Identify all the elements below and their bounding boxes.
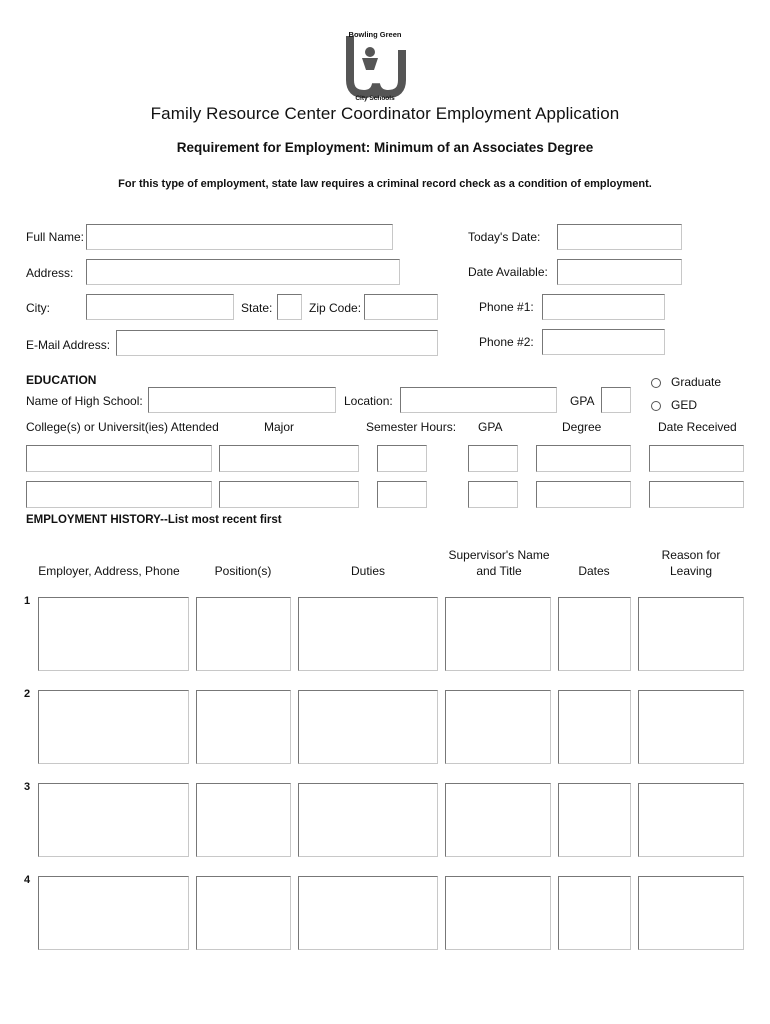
- reason-column-header: Reason for: [661, 548, 721, 562]
- high-school-label: Name of High School:: [26, 394, 143, 408]
- duties-column-header: Duties: [350, 564, 385, 578]
- requirement-heading: Requirement for Employment: Minimum of an Associates Degree: [176, 140, 594, 155]
- location-field[interactable]: [400, 387, 557, 413]
- reason-for-leaving-field[interactable]: [638, 597, 744, 671]
- position-field[interactable]: [196, 690, 291, 764]
- date-received-field[interactable]: [649, 445, 744, 472]
- date-received-column-header: Date Received: [658, 420, 737, 434]
- city-field[interactable]: [86, 294, 234, 320]
- phone2-field[interactable]: [542, 329, 665, 355]
- degree-field[interactable]: [536, 445, 631, 472]
- phone2-label: Phone #2:: [479, 335, 534, 349]
- logo-top-text: Bowling Green: [348, 30, 402, 39]
- supervisor-field[interactable]: [445, 876, 551, 950]
- major-field[interactable]: [219, 481, 359, 508]
- position-field[interactable]: [196, 597, 291, 671]
- employment-row-number: 4: [24, 874, 31, 886]
- major-field[interactable]: [219, 445, 359, 472]
- city-label: City:: [26, 301, 50, 315]
- graduate-radio[interactable]: [651, 378, 661, 388]
- employment-row-number: 3: [24, 781, 31, 793]
- employer-column-header: Employer, Address, Phone: [38, 564, 180, 578]
- duties-field[interactable]: [298, 690, 438, 764]
- reason-for-leaving-field[interactable]: [638, 876, 744, 950]
- supervisor-column-header: Supervisor's Name: [448, 548, 550, 562]
- supervisor-column-header-line2: and Title: [476, 564, 522, 578]
- high-school-field[interactable]: [148, 387, 336, 413]
- employer-field[interactable]: [38, 597, 189, 671]
- employment-row-number: 1: [24, 595, 31, 607]
- date-available-label: Date Available:: [468, 265, 548, 279]
- education-heading: EDUCATION: [26, 373, 97, 387]
- position-field[interactable]: [196, 876, 291, 950]
- full-name-label: Full Name:: [26, 230, 85, 244]
- todays-date-label: Today's Date:: [468, 230, 541, 244]
- duties-field[interactable]: [298, 597, 438, 671]
- email-label: E-Mail Address:: [26, 338, 111, 352]
- address-label: Address:: [26, 266, 74, 280]
- location-label: Location:: [344, 394, 393, 408]
- email-field[interactable]: [116, 330, 438, 356]
- college-name-field[interactable]: [26, 445, 212, 472]
- dates-column-header: Dates: [578, 564, 610, 578]
- zip-code-field[interactable]: [364, 294, 438, 320]
- dates-field[interactable]: [558, 783, 631, 857]
- high-school-gpa-field[interactable]: [601, 387, 631, 413]
- semester-hours-field[interactable]: [377, 481, 427, 508]
- reason-for-leaving-field[interactable]: [638, 690, 744, 764]
- duties-field[interactable]: [298, 783, 438, 857]
- date-available-field[interactable]: [557, 259, 682, 285]
- position-field[interactable]: [196, 783, 291, 857]
- degree-field[interactable]: [536, 481, 631, 508]
- logo-bottom-text: City Schools: [355, 95, 395, 102]
- dates-field[interactable]: [558, 876, 631, 950]
- semester-hours-column-header: Semester Hours:: [366, 420, 457, 434]
- reason-for-leaving-field[interactable]: [638, 783, 744, 857]
- semester-hours-field[interactable]: [377, 445, 427, 472]
- employment-row-number: 2: [24, 688, 31, 700]
- bowling-green-city-schools-logo: [340, 28, 410, 102]
- state-field[interactable]: [277, 294, 302, 320]
- page-title: Family Resource Center Coordinator Employment Application: [150, 104, 620, 123]
- full-name-field[interactable]: [86, 224, 393, 250]
- employer-field[interactable]: [38, 783, 189, 857]
- phone1-field[interactable]: [542, 294, 665, 320]
- positions-column-header: Position(s): [214, 564, 272, 578]
- graduate-label: Graduate: [671, 375, 722, 389]
- supervisor-field[interactable]: [445, 597, 551, 671]
- major-column-header: Major: [264, 420, 295, 434]
- duties-field[interactable]: [298, 876, 438, 950]
- supervisor-field[interactable]: [445, 690, 551, 764]
- todays-date-field[interactable]: [557, 224, 682, 250]
- college-gpa-field[interactable]: [468, 481, 518, 508]
- criminal-record-notice: For this type of employment, state law requires a criminal record check as a condition of employment.: [118, 178, 652, 190]
- employer-field[interactable]: [38, 690, 189, 764]
- degree-column-header: Degree: [562, 420, 602, 434]
- ged-radio[interactable]: [651, 401, 661, 411]
- phone1-label: Phone #1:: [479, 300, 534, 314]
- high-school-gpa-label: GPA: [570, 394, 595, 408]
- employment-history-heading: EMPLOYMENT HISTORY--List most recent first: [26, 514, 282, 526]
- zip-code-label: Zip Code:: [309, 301, 362, 315]
- college-name-field[interactable]: [26, 481, 212, 508]
- date-received-field[interactable]: [649, 481, 744, 508]
- reason-column-header-line2: Leaving: [669, 564, 713, 578]
- address-field[interactable]: [86, 259, 400, 285]
- dates-field[interactable]: [558, 597, 631, 671]
- dates-field[interactable]: [558, 690, 631, 764]
- college-column-header: College(s) or Universit(ies) Attended: [26, 420, 219, 434]
- college-gpa-field[interactable]: [468, 445, 518, 472]
- college-gpa-column-header: GPA: [478, 420, 503, 434]
- ged-label: GED: [671, 398, 698, 412]
- supervisor-field[interactable]: [445, 783, 551, 857]
- state-label: State:: [241, 301, 273, 315]
- employer-field[interactable]: [38, 876, 189, 950]
